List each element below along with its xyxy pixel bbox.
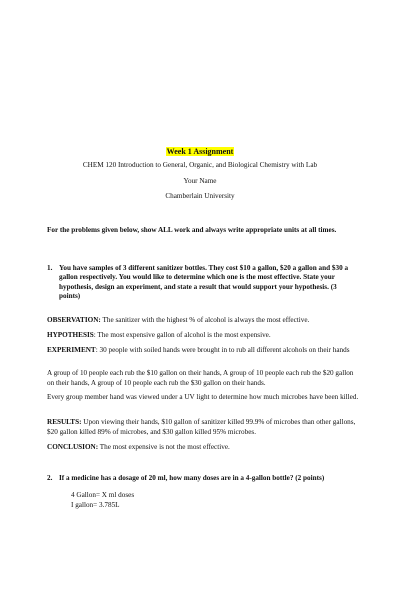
student-name: Your Name — [183, 177, 217, 185]
question-1-number: 1. — [47, 264, 53, 272]
observation-text: The sanitizer with the highest % of alcohol is always the most effective. — [102, 316, 310, 324]
results-label: RESULTS: — [47, 418, 82, 426]
observation-label: OBSERVATION: — [47, 316, 101, 324]
course-name: CHEM 120 Introduction to General, Organic, and Biological Chemistry with Lab — [82, 161, 318, 169]
hypothesis-label: HYPOTHESIS — [47, 331, 94, 339]
results-paragraph — [47, 418, 359, 437]
uv-paragraph: Every group member hand was viewed under a UV light to determine how much microbes have been killed. — [47, 393, 359, 401]
question-1-text: You have samples of 3 different sanitizer bottles. They cost $10 a gallon, $20 a gallon and $30 a gallon respectively. You would like to determine which one is the most effective. State your hypothesis, design an experiment, and state a result that would support your hypothesis. (3 points) — [59, 264, 349, 301]
question-1 — [47, 264, 359, 302]
results-text: Upon viewing their hands, $10 gallon of sanitizer killed 99.9% of microbes than other gallons, $20 gallon killed 89% of microbes, and $30 gallon killed 95% microbes. — [47, 418, 356, 436]
question-2-text: If a medicine has a dosage of 20 ml, how many doses are in a 4-gallon bottle? (2 points) — [59, 474, 325, 482]
experiment-paragraph — [47, 346, 359, 356]
hypothesis-text: : The most expensive gallon of alcohol is the most expensive. — [93, 331, 271, 339]
conclusion-paragraph — [47, 443, 359, 453]
work-line-2: I gallon= 3.785L — [71, 501, 120, 509]
assignment-title — [0, 147, 400, 156]
groups-paragraph: A group of 10 people each rub the $10 gallon on their hands, A group of 10 people each rub the $20 gallon on their hands, A group of 10 people each rub the $30 gallon on their hands. — [47, 369, 354, 387]
title-highlight: Week 1 Assignment — [166, 147, 234, 156]
question-2-number: 2. — [47, 474, 53, 482]
school-name: Chamberlain University — [165, 192, 235, 200]
question-2 — [47, 474, 359, 483]
hypothesis-paragraph — [47, 331, 359, 341]
work-line-1: 4 Gallon= X ml doses — [71, 491, 135, 499]
experiment-label: EXPERIMENT — [47, 346, 96, 354]
conclusion-label: CONCLUSION: — [47, 443, 99, 451]
experiment-text: : 30 people with soiled hands were brought in to rub all different alcohols on their hands — [95, 346, 350, 354]
instructions: For the problems given below, show ALL work and always write appropriate units at all times. — [47, 226, 337, 234]
observation-paragraph — [47, 316, 359, 326]
conclusion-text: The most expensive is not the most effective. — [99, 443, 230, 451]
